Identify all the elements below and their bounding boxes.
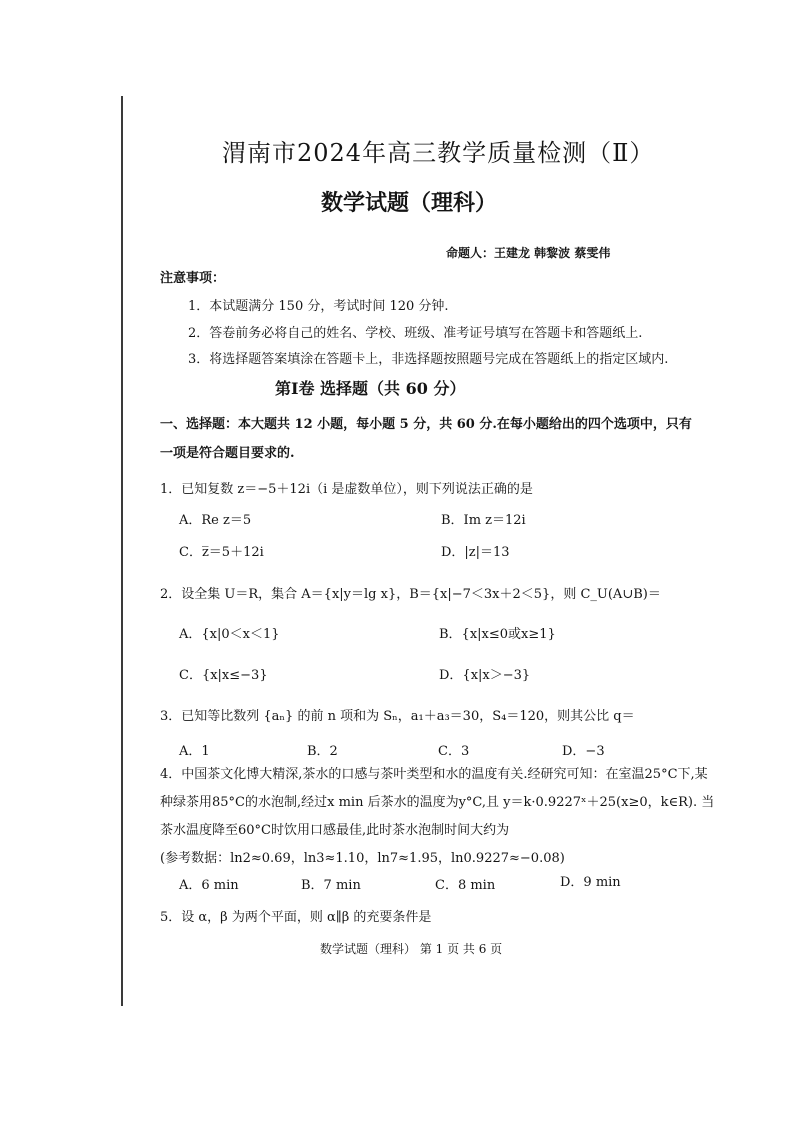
notice-item: 1．本试题满分 150 分，考试时间 120 分钟. [188,299,449,314]
option-1c: C．z̅＝5＋12i [179,545,264,560]
option-2d: D．{x|x＞−3} [439,668,531,683]
question-stem-2: 2．设全集 U＝R，集合 A＝{x|y＝lg x}，B＝{x|−7＜3x＋2＜5}，则 C_U(A∪B)＝ [160,587,661,602]
option-1d: D．|z|＝13 [441,545,510,560]
question-stem-3: 3．已知等比数列 {aₙ} 的前 n 项和为 Sₙ，a₁＋a₃＝30，S₄＝120，则其公比 q＝ [160,709,635,724]
option-2b: B．{x|x≤0或x≥1} [439,627,556,642]
section-intro: 一项是符合题目要求的. [160,446,295,461]
question-stem-5: 5．设 α，β 为两个平面，则 α∥β 的充要条件是 [160,910,432,925]
option-3b: B．2 [307,744,338,759]
option-3d: D．−3 [562,744,605,759]
notice-item: 3．将选择题答案填涂在答题卡上，非选择题按照题号完成在答题纸上的指定区域内. [188,352,669,367]
exam-title: 渭南市2024年高三教学质量检测（Ⅱ） [222,139,655,167]
section-title: 第Ⅰ卷 选择题（共 60 分） [275,379,466,398]
reference-data: (参考数据：ln2≈0.69，ln3≈1.10，ln7≈1.95，ln0.9227≈−0.08) [160,851,565,866]
option-4c: C．8 min [435,878,496,893]
section-intro: 一、选择题：本大题共 12 小题，每小题 5 分，共 60 分.在每小题给出的四个选项中，只有 [160,417,692,432]
question-stem-1: 1．已知复数 z＝−5＋12i（i 是虚数单位），则下列说法正确的是 [160,482,533,497]
option-4a: A．6 min [179,878,239,893]
authors-line: 命题人：王建龙 韩黎波 蔡雯伟 [446,246,611,260]
page-footer: 数学试题（理科） 第 1 页 共 6 页 [320,942,503,956]
option-2a: A．{x|0＜x＜1} [179,627,280,642]
option-4d: D．9 min [560,875,621,890]
notice-item: 2．答卷前务必将自己的姓名、学校、班级、准考证号填写在答题卡和答题纸上. [188,326,643,341]
scan-edge-line [121,96,123,1006]
question-stem-4: 4．中国茶文化博大精深,茶水的口感与茶叶类型和水的温度有关.经研究可知：在室温25°C下,某 [160,767,708,782]
option-4b: B．7 min [301,878,361,893]
option-2c: C．{x|x≤−3} [179,668,268,683]
question-stem-4-cont: 种绿茶用85°C的水泡制,经过x min 后茶水的温度为y°C,且 y＝k·0.9227ˣ＋25(x≥0，k∈R). 当 [160,795,715,810]
option-3c: C．3 [438,744,470,759]
notice-heading: 注意事项： [160,271,226,286]
option-3a: A．1 [179,744,210,759]
option-1b: B．Im z＝12i [441,513,526,528]
option-1a: A．Re z＝5 [179,513,252,528]
subject-title: 数学试题（理科） [321,190,498,216]
question-stem-4-cont: 茶水温度降至60°C时饮用口感最佳,此时茶水泡制时间大约为 [160,823,510,838]
